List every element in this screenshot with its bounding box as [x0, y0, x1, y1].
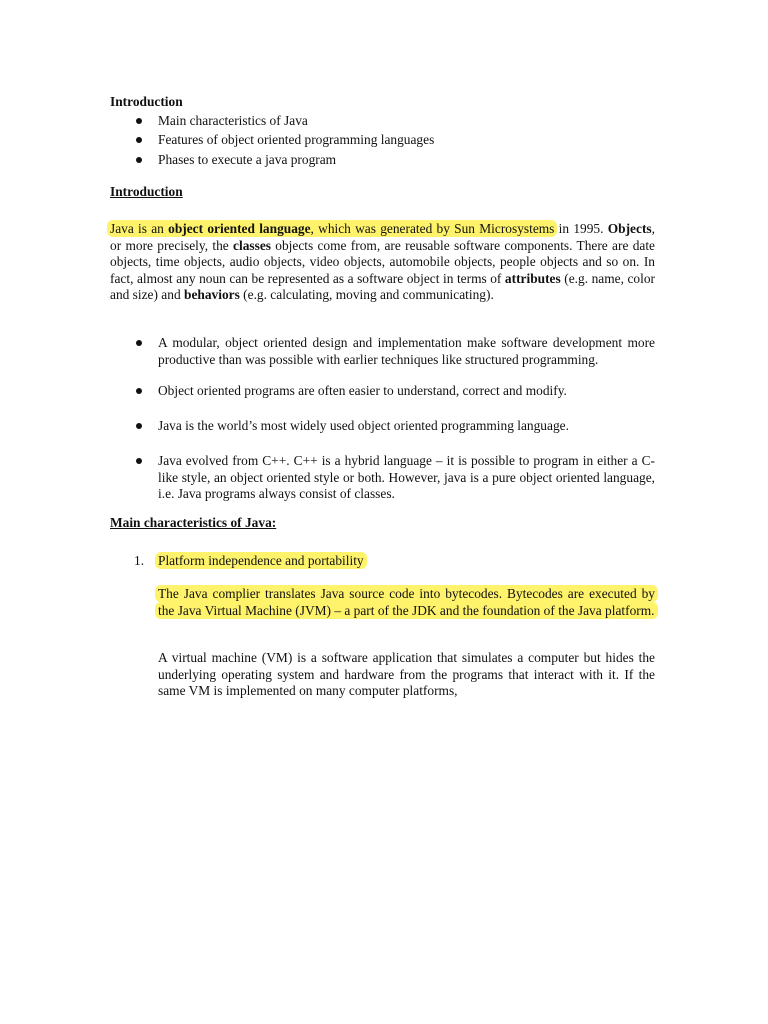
item-title [158, 553, 364, 570]
list-item: Object oriented programs are often easier to understand, correct and modify. [133, 383, 655, 400]
item-paragraph [158, 586, 655, 619]
list-item: Java is the world’s most widely used object oriented programming language. [133, 418, 655, 435]
bullet-icon [136, 157, 142, 163]
list-number: 1. [134, 553, 145, 568]
bullet-icon [136, 340, 142, 346]
bullet-icon [136, 388, 142, 394]
bullet-icon [136, 137, 142, 143]
bullet-icon [136, 458, 142, 464]
toc-item: Phases to execute a java program [133, 152, 434, 171]
list-item: Java evolved from C++. C++ is a hybrid language – it is possible to program in either a C-like style, an object oriented style or both. However, java is a pure object oriented language, i.e. Java programs always consist of classes. [133, 453, 655, 503]
toc-item: Features of object oriented programming languages [133, 132, 434, 151]
highlight: Platform independence and portability [155, 552, 367, 569]
highlight: The Java complier translates Java source code into bytecodes. Bytecodes are executed by the Java Virtual Machine (JVM) – a part of the JDK and the foundation of the Java platform. [155, 585, 658, 619]
intro-paragraph: Java is an object oriented language, which was generated by Sun Microsystems in 1995. Objects, or more precisely, the classes objects come from, are reusable software components. There are date objects, time objects, audio objects, video objects, automobile objects, people objects and so on. In fact, almost any noun can be represented as a software object in terms of attributes (e.g. name, color and size) and behaviors (e.g. calculating, moving and communicating). [110, 221, 655, 304]
toc-item: Main characteristics of Java [133, 113, 434, 132]
toc-list [133, 113, 434, 171]
bullet-icon [136, 423, 142, 429]
bullet-icon [136, 118, 142, 124]
section-heading-main-characteristics: Main characteristics of Java: [110, 515, 277, 530]
list-item: A modular, object oriented design and implementation make software development more productive than was possible with earlier techniques like structured programming. [133, 335, 655, 368]
highlight: Java is an object oriented language, which was generated by Sun Microsystems [107, 220, 557, 237]
section-heading-introduction: Introduction [110, 184, 183, 199]
item-paragraph: A virtual machine (VM) is a software application that simulates a computer but hides the underlying operating system and hardware from the programs that interact with it. If the same VM is implemented on many computer platforms, [158, 650, 655, 699]
toc-title: Introduction [110, 94, 183, 109]
